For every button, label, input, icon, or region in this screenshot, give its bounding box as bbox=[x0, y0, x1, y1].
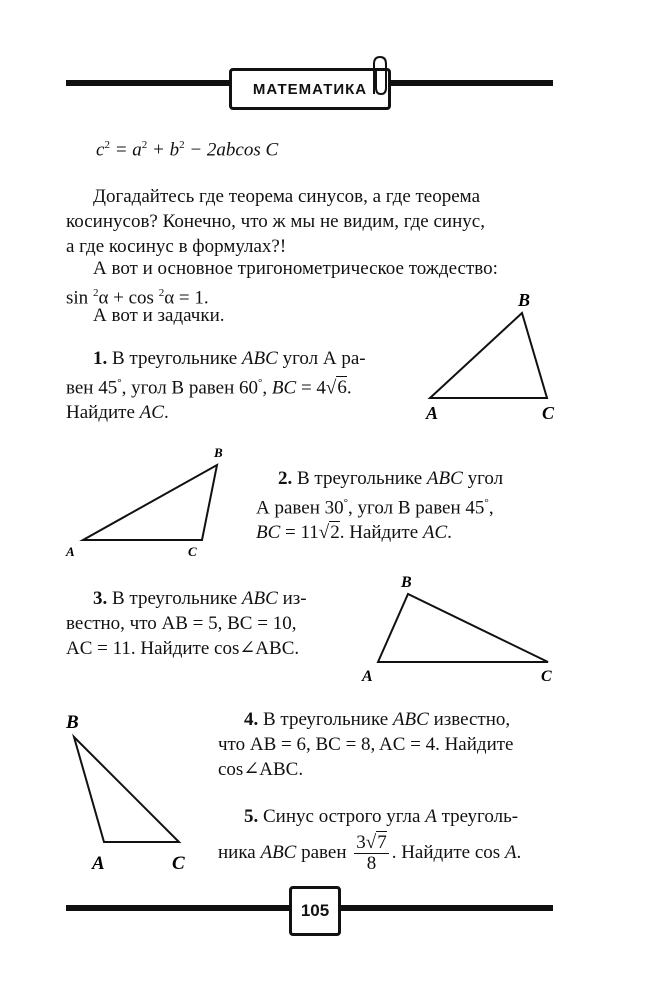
problem-number: 5. bbox=[244, 806, 259, 827]
problem-number: 2. bbox=[278, 468, 293, 489]
problem-number: 3. bbox=[93, 588, 108, 609]
identity-formula: sin $^2$α + cos $^2$α = 1. bbox=[66, 287, 209, 309]
vertex-label-B: B bbox=[401, 574, 412, 591]
triangle-2-shape bbox=[83, 465, 217, 540]
vertex-label-A: A bbox=[92, 853, 105, 874]
vertex-label-B: B bbox=[66, 712, 79, 733]
paragraph-line: косинусов? Конечно, что ж мы не видим, где синус, bbox=[66, 211, 485, 232]
triangle-4-shape bbox=[74, 737, 179, 842]
formula-cos-law: $c^2 = a^2 + b^2 - 2abcos$ C bbox=[96, 139, 279, 161]
vertex-label-A: A bbox=[66, 544, 75, 559]
vertex-label-C: C bbox=[541, 668, 552, 685]
triangle-3-shape bbox=[378, 594, 548, 662]
vertex-label-C: C bbox=[188, 544, 197, 559]
problem-5: 5. Синус острого угла A треуголь- ника ABC равен $\frac{3√7}{8}$ . Найдите cos A. bbox=[218, 806, 522, 874]
header-rule-left bbox=[66, 80, 231, 86]
triangle-figure-4 bbox=[62, 706, 202, 876]
paperclip-icon bbox=[366, 54, 392, 100]
paragraph-line: Догадайтесь где теорема синусов, а где теорема bbox=[93, 186, 481, 207]
paragraph-tasks-intro: А вот и задачки. bbox=[93, 305, 225, 326]
problem-2: 2. В треугольнике ABC угол А равен 30°, угол В равен 45°, BC = 11√2. Найдите AC. bbox=[256, 468, 504, 544]
problem-number: 4. bbox=[244, 709, 259, 730]
vertex-label-C: C bbox=[172, 853, 185, 874]
header-rule-right bbox=[383, 80, 553, 86]
vertex-label-C: C bbox=[542, 403, 555, 423]
triangle-1-shape bbox=[430, 313, 547, 398]
triangle-figure-1 bbox=[420, 290, 560, 430]
triangle-figure-2 bbox=[62, 442, 232, 562]
footer-rule-left bbox=[66, 905, 291, 911]
problem-1: 1. В треугольнике ABC угол А ра- вен 45°, угол В равен 60°, BC = 4√6. Найдите AC. bbox=[66, 348, 366, 424]
paragraph-line: а где косинус в формулах?! bbox=[66, 236, 287, 257]
vertex-label-A: A bbox=[426, 403, 439, 423]
vertex-label-A: A bbox=[362, 668, 373, 685]
paragraph-line: А вот и основное тригонометрическое тождество: bbox=[93, 258, 498, 279]
vertex-label-B: B bbox=[518, 290, 531, 310]
page-number-box bbox=[289, 886, 341, 936]
problem-4: 4. В треугольнике ABC известно, что AB = 6, BC = 8, AC = 4. Найдите cos∠ABC. bbox=[218, 709, 514, 780]
vertex-label-B: B bbox=[214, 445, 223, 460]
problem-number: 1. bbox=[93, 348, 108, 369]
footer-rule-right bbox=[333, 905, 553, 911]
triangle-figure-3 bbox=[360, 570, 560, 688]
header-title: МАТЕМАТИКА bbox=[252, 80, 368, 98]
fraction: $\frac{3√7}{8}$ bbox=[356, 832, 387, 874]
paragraph-theorems bbox=[66, 184, 556, 259]
problem-3: 3. В треугольнике ABC из- вестно, что AB = 5, BC = 10, AC = 11. Найдите cos∠ABC. bbox=[66, 588, 307, 659]
page-number: 105 bbox=[300, 901, 330, 920]
